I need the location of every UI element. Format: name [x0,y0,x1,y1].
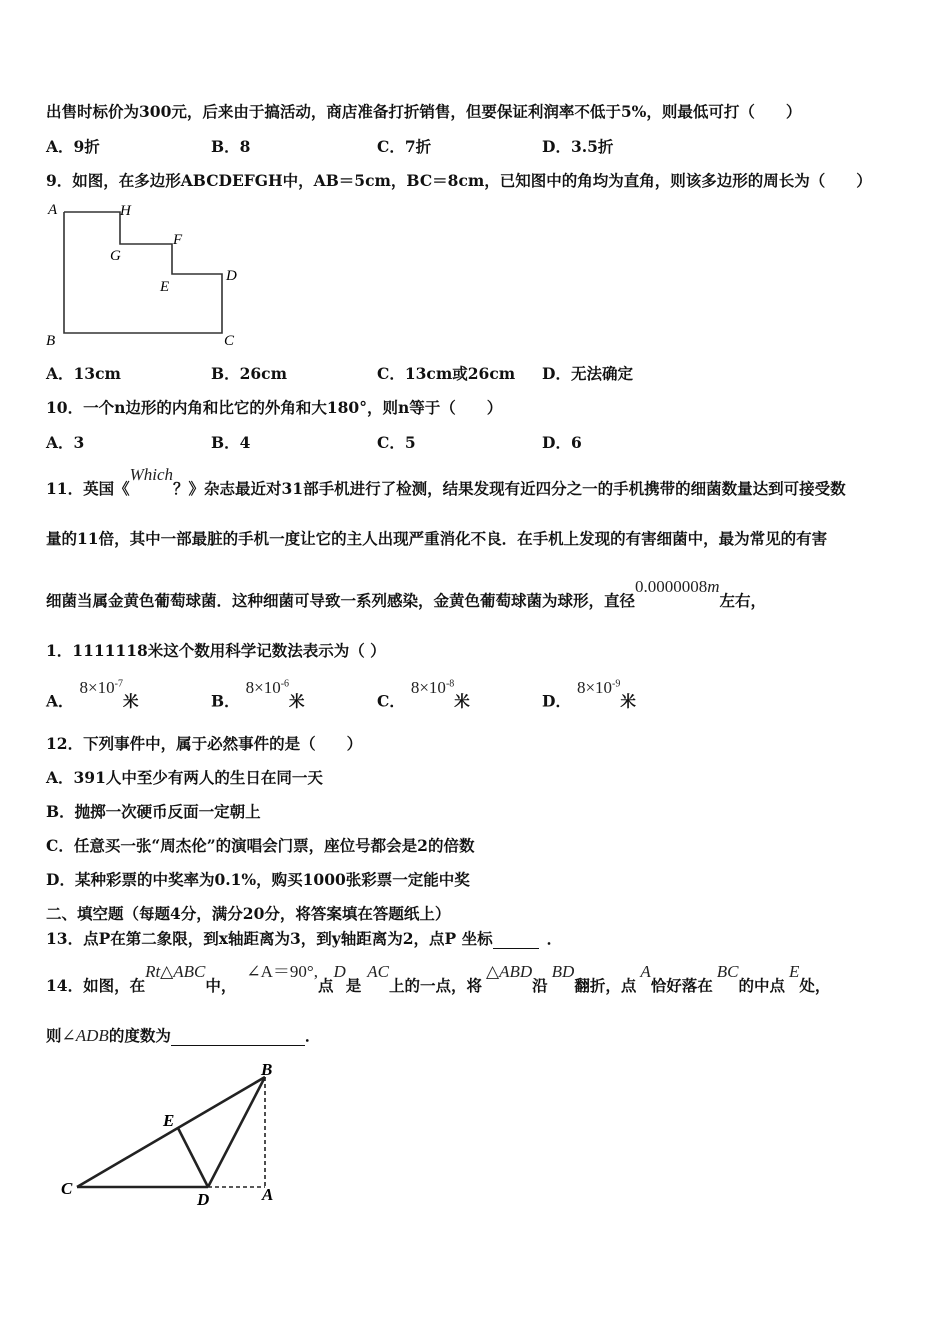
q14-answer-blank [171,1029,305,1046]
label-b: B [46,333,56,349]
q14-angle-adb: ∠ADB [61,1026,109,1045]
q14-line2: 则∠ADB的度数为 ． [46,1026,321,1045]
q10-option-c: C．5 [377,433,416,452]
label-h: H [120,203,131,219]
label-e: E [160,279,170,295]
q14-angle-a: ∠A＝90°, [246,962,318,981]
q11-line1-prefix: 11．英国《 [46,479,130,498]
q14-rt-abc: Rt△ABC [145,962,206,981]
q9-option-c: C．13cm或26cm [377,364,516,383]
q11-option-b: B．$8\times 10^{-6}$米 [211,677,305,711]
label-a: A [262,1185,274,1204]
polygon-outline [64,212,222,333]
q9-stem: 9．如图，在多边形ABCDEFGH中，AB＝5cm，BC＝8cm，已知图中的角均为直角，则该多边形的周长为（ ） [46,171,872,190]
q11-which: Which [129,465,174,484]
q11-option-a: A．$8\times 10^{-7}$米 [46,677,139,711]
label-b: B [261,1060,273,1079]
q12-stem: 12．下列事件中，属于必然事件的是（ ） [46,734,363,753]
q13-text: 13．点P在第二象限，到x轴距离为3，到y轴距离为2，点P 坐标 [46,929,493,948]
q8-option-a: A．9折 [46,137,100,156]
q10-option-a: A．3 [46,433,85,452]
label-g: G [110,248,121,264]
q12-option-a: A．391人中至少有两人的生日在同一天 [46,768,323,787]
q8-stem: 出售时标价为300元，后来由于搞活动，商店准备打折销售，但要保证利润率不低于5%，则最低可打（ ） [46,102,802,121]
q14-line1: 14．如图，在Rt△ABC中，∠A＝90°,点D是AC上的一点，将△ABD沿BD翻折，点A恰好落在BC的中点E处， [46,962,831,995]
q10-option-b: B．4 [211,433,251,452]
label-c: C [61,1179,73,1198]
q13-answer-blank [493,932,539,949]
q9-option-a: A．13cm [46,364,121,383]
q9-option-d: D．无法确定 [542,364,633,383]
label-f: F [173,232,183,248]
q11-option-d: D．$8\times 10^{-9}$米 [542,677,636,711]
q13-line [46,929,562,949]
q12-option-d: D．某种彩票的中奖率为0.1%，购买1000张彩票一定能中奖 [46,870,470,889]
label-e: E [163,1111,175,1130]
q11-line3 [46,577,767,611]
q11-diameter: 0.0000008m [635,577,720,596]
q13-end: ． [546,929,563,948]
label-a: A [48,202,58,218]
q11-line1 [46,465,846,499]
q12-option-b: B．抛掷一次硬币反面一定朝上 [46,802,261,821]
q9-option-b: B．26cm [211,364,288,383]
q11-line4: 1．1111118米这个数用科学记数法表示为（ ） [46,641,386,660]
q8-option-d: D．3.5折 [542,137,614,156]
q11-line2: 量的11倍，其中一部最脏的手机一度让它的主人出现严重消化不良．在手机上发现的有害细菌中，最为常见的有害 [46,529,828,548]
label-d: D [197,1190,210,1209]
q10-stem: 10．一个n边形的内角和比它的外角和大180°，则n等于（ ） [46,398,503,417]
q8-option-c: C．7折 [377,137,432,156]
section-title: 二、填空题（每题4分，满分20分，将答案填在答题纸上） [46,904,451,923]
q11-option-c: C．$8\times 10^{-8}$米 [377,677,470,711]
label-d: D [226,268,237,284]
q8-option-b: B．8 [211,137,251,156]
q10-option-d: D．6 [542,433,582,452]
segment-ed [178,1128,208,1187]
q11-line3-prefix: 细菌当属金黄色葡萄球菌．这种细菌可导致一系列感染，金黄色葡萄球菌为球形，直径 [46,591,636,610]
q11-line3-suffix: 左右， [719,591,767,610]
label-c: C [224,333,235,349]
triangle-figure [55,1058,295,1210]
q12-option-c: C．任意买一张“周杰伦”的演唱会门票，座位号都会是2的倍数 [46,836,475,855]
q11-line1-suffix: ？》杂志最近对31部手机进行了检测，结果发现有近四分之一的手机携带的细菌数量达到可接受数 [173,479,846,498]
polygon-figure [40,198,250,350]
